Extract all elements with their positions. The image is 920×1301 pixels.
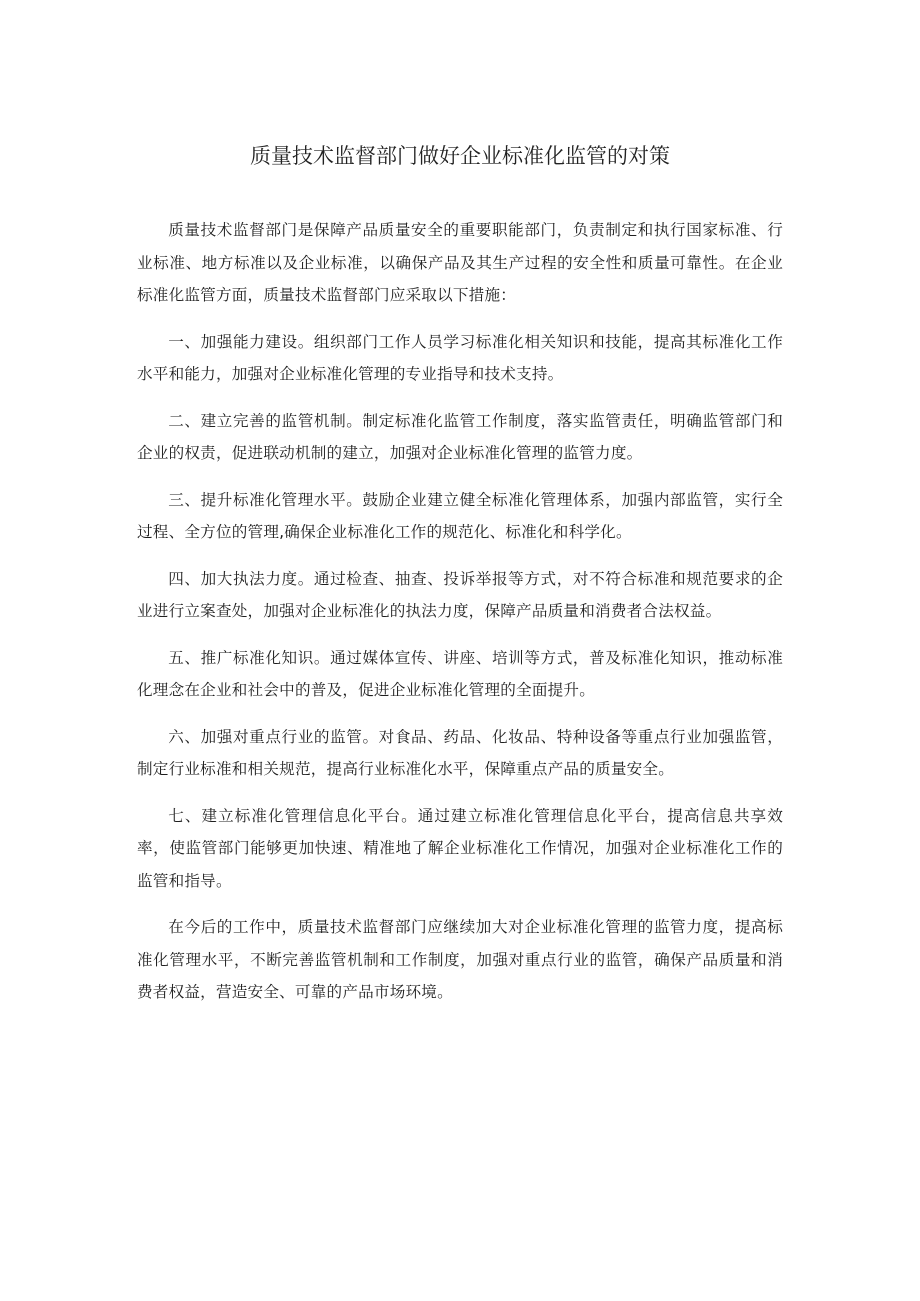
conclusion-paragraph: 在今后的工作中，质量技术监督部门应继续加大对企业标准化管理的监管力度，提高标准化管理水平，不断完善监管机制和工作制度，加强对重点行业的监管，确保产品质量和消费者权益，营造安全、可靠的产品市场环境。 [137,918,783,1001]
document-title: 质量技术监督部门做好企业标准化监管的对策 [250,144,670,168]
measure-3-paragraph: 三、提升标准化管理水平。鼓励企业建立健全标准化管理体系，加强内部监管，实行全过程、全方位的管理,确保企业标准化工作的规范化、标准化和科学化。 [137,490,783,541]
intro-paragraph: 质量技术监督部门是保障产品质量安全的重要职能部门，负责制定和执行国家标准、行业标准、地方标准以及企业标准，以确保产品及其生产过程的安全性和质量可靠性。在企业标准化监管方面，质量技术监督部门应采取以下措施： [137,221,783,304]
measure-4-paragraph: 四、加大执法力度。通过检查、抽查、投诉举报等方式，对不符合标准和规范要求的企业进行立案查处，加强对企业标准化的执法力度，保障产品质量和消费者合法权益。 [137,569,783,620]
measure-6-paragraph: 六、加强对重点行业的监管。对食品、药品、化妆品、特种设备等重点行业加强监管，制定行业标准和相关规范，提高行业标准化水平，保障重点产品的质量安全。 [137,727,783,778]
measure-5-paragraph: 五、推广标准化知识。通过媒体宣传、讲座、培训等方式，普及标准化知识，推动标准化理念在企业和社会中的普及，促进企业标准化管理的全面提升。 [137,648,783,699]
document-body [137,214,783,1023]
measure-2-paragraph: 二、建立完善的监管机制。制定标准化监管工作制度，落实监管责任，明确监管部门和企业的权责，促进联动机制的建立，加强对企业标准化管理的监管力度。 [137,411,783,462]
measure-7-paragraph: 七、建立标准化管理信息化平台。通过建立标准化管理信息化平台，提高信息共享效率，使监管部门能够更加快速、精准地了解企业标准化工作情况，加强对企业标准化工作的监管和指导。 [137,806,783,890]
measure-1-paragraph: 一、加强能力建设。组织部门工作人员学习标准化相关知识和技能，提高其标准化工作水平和能力，加强对企业标准化管理的专业指导和技术支持。 [137,332,783,383]
